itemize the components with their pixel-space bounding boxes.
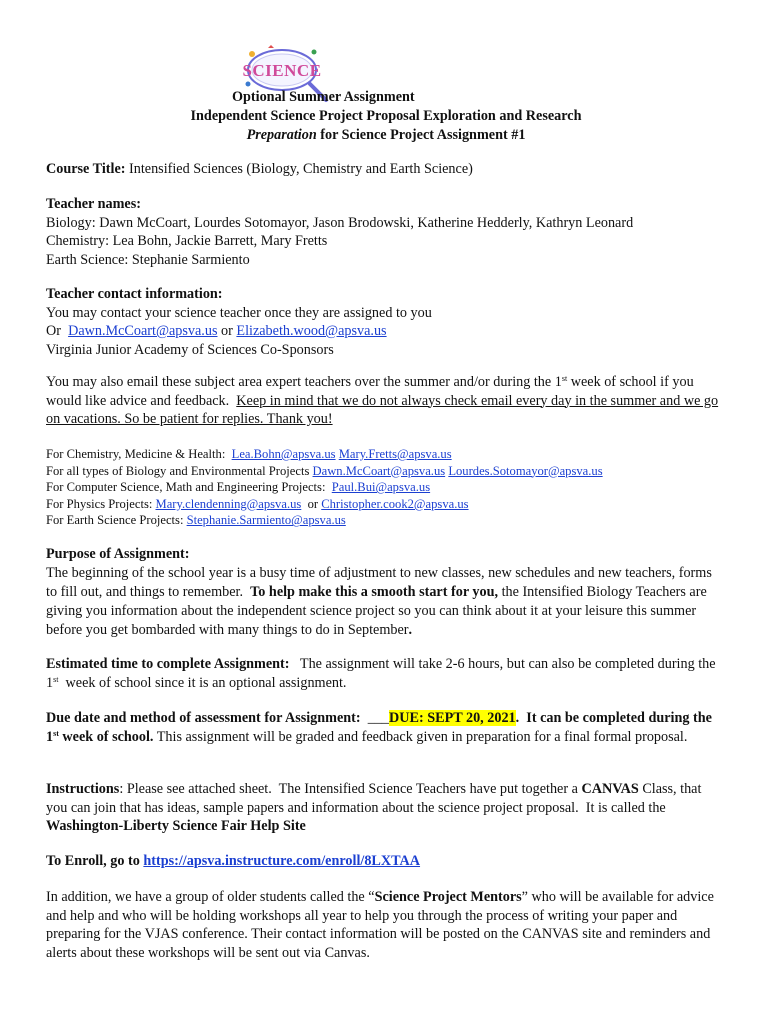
header-line-3-rest: for Science Project Assignment #1: [316, 127, 526, 143]
mentors-text-b: ” who will be available for advice and help and who will be holding workshops all year to help you through the process of writing your paper and preparing for the VJAS conference. Their contact information will be posted on the CANVAS site and reminders and alerts about these workshops will be sent out via Canvas.: [46, 889, 714, 961]
header-line-1: Optional Summer Assignment: [232, 89, 415, 105]
course-title: [46, 160, 726, 179]
also-text-a: You may also email these subject area expert teachers over the summer and/or during the 1: [46, 374, 562, 390]
canvas-label: CANVAS: [581, 781, 639, 797]
estimated-time-section: [46, 655, 726, 692]
due-text-c: This assignment will be graded and feedback given in preparation for a final formal proposal.: [153, 728, 688, 745]
expert-biology: [46, 463, 726, 480]
teacher-names-label: Teacher names:: [46, 196, 141, 212]
teachers-earth-science: Earth Science: Stephanie Sarmiento: [46, 251, 250, 268]
instructions-label: Instructions: [46, 781, 120, 797]
expert-chemistry: [46, 446, 726, 463]
email-link-clendenning[interactable]: Mary.clendenning@apsva.us: [155, 496, 302, 511]
expert-label: For Chemistry, Medicine & Health:: [46, 447, 232, 461]
logo-text: SCIENCE: [242, 61, 322, 80]
email-link-mccoart[interactable]: Dawn.McCoart@apsva.us: [68, 323, 218, 339]
header-line-2: Independent Science Project Proposal Exploration and Research: [190, 108, 582, 124]
email-link-fretts[interactable]: Mary.Fretts@apsva.us: [338, 447, 452, 461]
teachers-biology: Biology: Dawn McCoart, Lourdes Sotomayor, Jason Brodowski, Katherine Hedderly, Kathryn Leonard: [46, 214, 634, 231]
email-link-bohn[interactable]: Lea.Bohn@apsva.us: [231, 447, 336, 461]
teacher-names-section: [46, 195, 726, 269]
estimated-sup: st: [53, 674, 59, 684]
vjas-cosponsors: Virginia Junior Academy of Sciences Co-Sponsors: [46, 341, 334, 358]
course-title-label: Course Title:: [46, 161, 126, 177]
help-site-name: Washington-Liberty Science Fair Help Site: [46, 818, 306, 834]
due-text-a: . It can be completed during the 1: [46, 710, 716, 745]
expert-earth-science: [46, 512, 726, 529]
email-link-sarmiento[interactable]: Stephanie.Sarmiento@apsva.us: [186, 513, 346, 528]
teacher-contact-section: [46, 285, 726, 359]
due-date-section: [46, 709, 726, 746]
teachers-chemistry: Chemistry: Lea Bohn, Jackie Barrett, Mary Fretts: [46, 233, 328, 249]
expert-label: For all types of Biology and Environmental Projects: [46, 463, 313, 478]
expert-physics: [46, 496, 726, 513]
teacher-contact-emails: [46, 322, 726, 341]
expert-sep: or: [301, 496, 322, 511]
instructions-text-b: Class, that you can join that has ideas, sample papers and information about the science project proposal. It is called the: [46, 781, 705, 816]
due-sup: st: [53, 728, 59, 738]
instructions-text-a: : Please see attached sheet. The Intensified Science Teachers have put together a: [119, 781, 582, 797]
teacher-contact-label: Teacher contact information:: [46, 286, 223, 302]
purpose-period: .: [408, 622, 413, 638]
expert-teachers-paragraph: [46, 373, 726, 429]
email-link-cook[interactable]: Christopher.cook2@apsva.us: [321, 496, 469, 511]
estimated-text-a: The assignment will take 2-6 hours, but can also be completed during the 1: [46, 656, 720, 691]
vacation-notice: Keep in mind that we do not always check email every day in the summer and we go on vacations. So be patient for replies. Thank you!: [46, 392, 719, 427]
or-mid: or: [217, 323, 237, 339]
document-header: [46, 88, 726, 145]
enroll-line: [46, 852, 726, 871]
due-label: Due date and method of assessment for Assignment:: [46, 710, 361, 726]
or-prefix: Or: [46, 323, 69, 339]
due-blank: ___: [360, 710, 389, 726]
email-link-mccoart-bio[interactable]: Dawn.McCoart@apsva.us: [312, 463, 446, 478]
course-title-value: Intensified Sciences (Biology, Chemistry and Earth Science): [125, 161, 473, 177]
teacher-contact-line-1: You may contact your science teacher once they are assigned to you: [46, 304, 432, 321]
due-text-b: week of school.: [58, 728, 154, 745]
expert-contacts-list: [46, 446, 726, 529]
mentors-text-a: In addition, we have a group of older students called the “: [46, 889, 375, 905]
purpose-label: Purpose of Assignment:: [46, 546, 190, 562]
expert-label: For Earth Science Projects:: [46, 513, 187, 528]
estimated-text-b: week of school since it is an optional assignment.: [58, 674, 347, 691]
email-link-bui[interactable]: Paul.Bui@apsva.us: [331, 480, 431, 495]
also-text-b: week of school if you would like advice and feedback.: [46, 374, 698, 409]
purpose-text-a: The beginning of the school year is a busy time of adjustment to new classes, new schedules and new teachers, forms to fill out, and things to remember.: [46, 565, 716, 600]
mentors-bold: Science Project Mentors: [374, 889, 522, 905]
instructions-section: [46, 780, 726, 836]
enroll-link[interactable]: https://apsva.instructure.com/enroll/8LXTAA: [143, 853, 421, 869]
expert-computer-science: [46, 479, 726, 496]
purpose-bold: To help make this a smooth start for you,: [250, 584, 499, 600]
purpose-section: [46, 545, 726, 640]
also-sup: st: [561, 374, 568, 383]
purpose-text-b: the Intensified Biology Teachers are giving you information about the independent science project so you can think about it at your leisure this summer before you get bombarded with many things to do in September: [46, 584, 707, 638]
mentors-paragraph: [46, 888, 726, 962]
enroll-label: To Enroll, go to: [46, 853, 144, 869]
header-preparation: Preparation: [246, 127, 317, 143]
email-link-wood[interactable]: Elizabeth.wood@apsva.us: [236, 323, 387, 339]
due-date-highlight: DUE: SEPT 20, 2021: [389, 710, 516, 726]
expert-label: For Computer Science, Math and Engineering Projects:: [46, 480, 332, 495]
estimated-label: Estimated time to complete Assignment:: [46, 656, 290, 672]
header-line-3: [46, 126, 726, 145]
email-link-sotomayor[interactable]: Lourdes.Sotomayor@apsva.us: [448, 463, 603, 478]
expert-label: For Physics Projects:: [46, 496, 156, 511]
